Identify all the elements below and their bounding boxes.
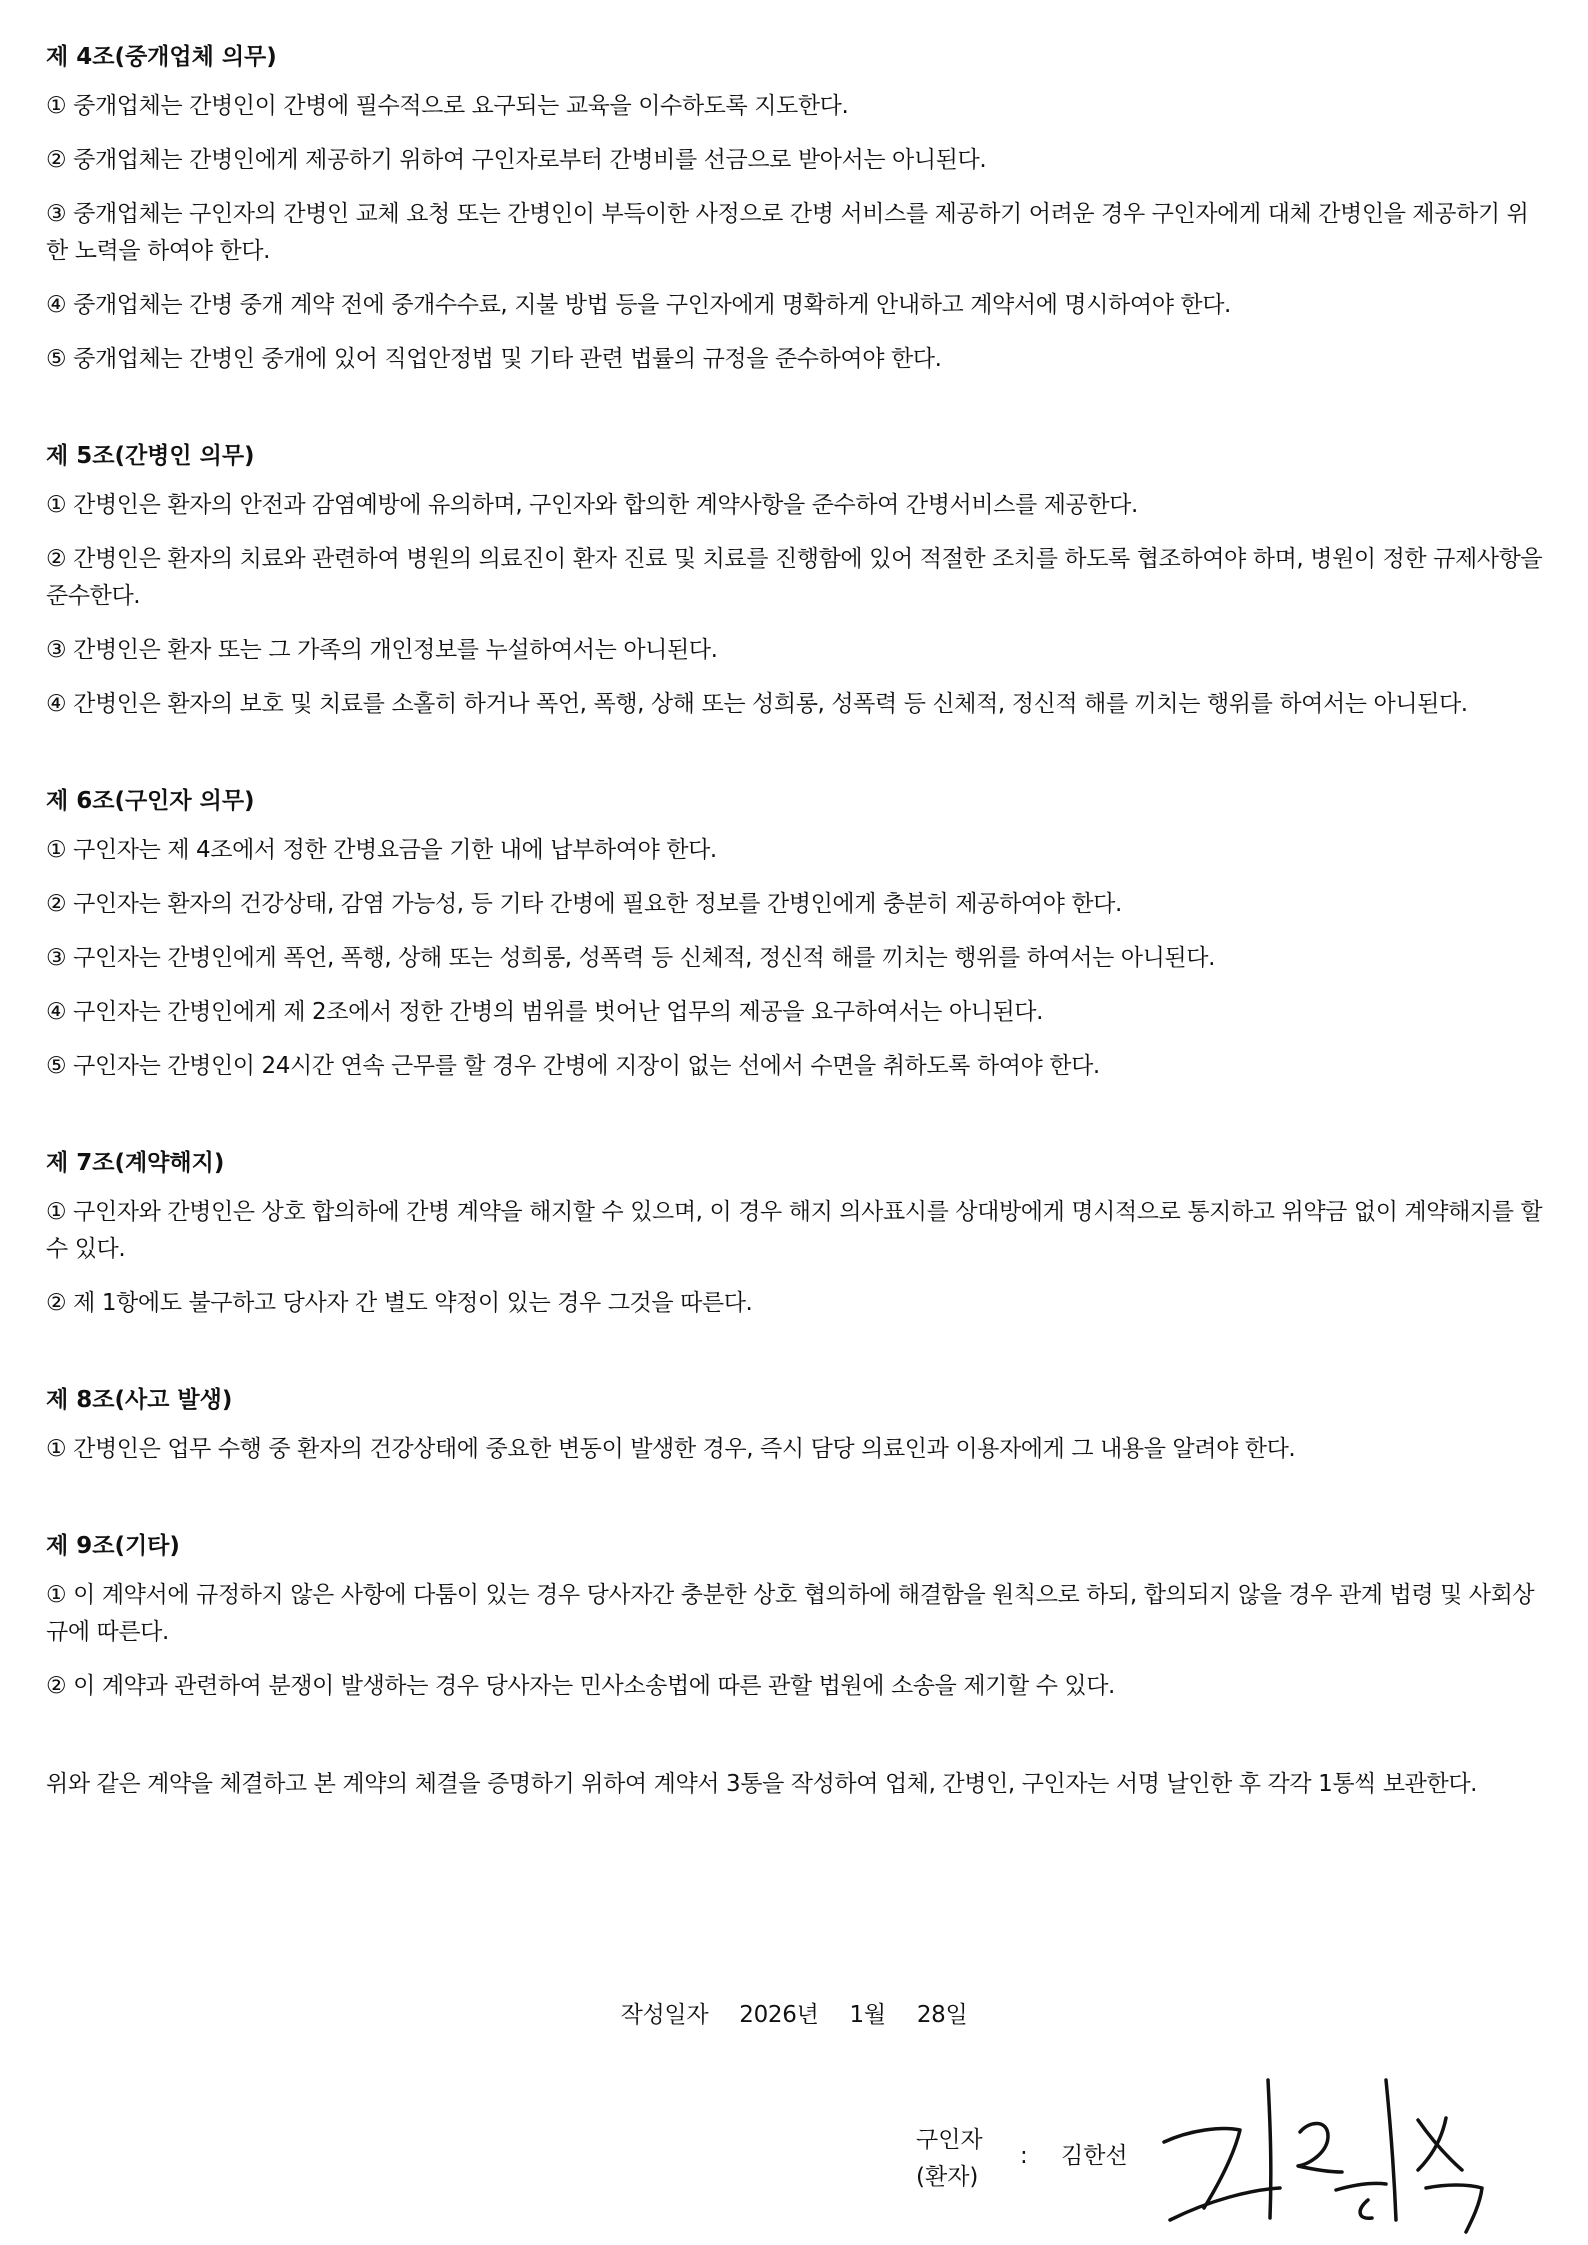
article-7 [46,1146,1546,1322]
article-title: 제 6조(구인자 의무) [46,788,255,814]
signature-stroke [1360,2200,1372,2218]
clause-6-3: ③ 구인자는 간병인에게 폭언, 폭행, 상해 또는 성희롱, 성폭력 등 신체적, 정신적 해를 끼치는 행위를 하여서는 아니된다. [46,945,1215,971]
signature-stroke [1336,2183,1386,2190]
clause-6-2: ② 구인자는 환자의 건강상태, 감염 가능성, 등 기타 간병에 필요한 정보를 간병인에게 충분히 제공하여야 한다. [46,891,1122,917]
contract-document [46,40,1546,1803]
clause-5-3: ③ 간병인은 환자 또는 그 가족의 개인정보를 누설하여서는 아니된다. [46,637,718,663]
signer-name: 김한선 [1061,2143,1128,2169]
clause-4-1: ① 중개업체는 간병인이 간병에 필수적으로 요구되는 교육을 이수하도록 지도한다. [46,93,849,119]
clause-5-4: ④ 간병인은 환자의 보호 및 치료를 소홀히 하거나 폭언, 폭행, 상해 또는 성희롱, 성폭력 등 신체적, 정신적 해를 끼치는 행위를 하여서는 아니된다. [46,691,1468,717]
article-6 [46,784,1546,1085]
signature-stroke [1268,2080,1271,2218]
signer-colon: : [1020,2143,1028,2169]
article-title: 제 9조(기타) [46,1533,180,1559]
clause-6-1: ① 구인자는 제 4조에서 정한 간병요금을 기한 내에 납부하여야 한다. [46,837,717,863]
article-title: 제 8조(사고 발생) [46,1387,233,1413]
clause-8-1: ① 간병인은 업무 수행 중 환자의 건강상태에 중요한 변동이 발생한 경우, 즉시 담당 의료인과 이용자에게 그 내용을 알려야 한다. [46,1436,1296,1462]
article-title: 제 5조(간병인 의무) [46,443,255,469]
clause-7-1: ① 구인자와 간병인은 상호 합의하에 간병 계약을 해지할 수 있으며, 이 경우 해지 의사표시를 상대방에게 명시적으로 통지하고 위약금 없이 계약해지를 할 수 있다. [46,1199,1543,1262]
article-8 [46,1383,1546,1468]
article-9 [46,1529,1546,1705]
date-label: 작성일자 [620,2002,709,2028]
article-5 [46,439,1546,723]
signer-role-line1: 구인자 [916,2127,983,2153]
date-year: 2026년 [739,2002,819,2028]
signature-stroke [1426,2185,1482,2232]
clause-4-4: ④ 중개업체는 간병 중개 계약 전에 중개수수료, 지불 방법 등을 구인자에게 명확하게 안내하고 계약서에 명시하여야 한다. [46,292,1231,318]
clause-5-2: ② 간병인은 환자의 치료와 관련하여 병원의 의료진이 환자 진료 및 치료를 진행함에 있어 적절한 조치를 하도록 협조하여야 하며, 병원이 정한 규제사항을 준수한다. [46,546,1543,609]
article-title: 제 7조(계약해지) [46,1150,225,1176]
date-line [0,1996,1588,2029]
signature-stroke [1386,2080,1396,2220]
clause-7-2: ② 제 1항에도 불구하고 당사자 간 별도 약정이 있는 경우 그것을 따른다. [46,1290,753,1316]
date-day: 28일 [916,2002,968,2028]
article-4 [46,40,1546,378]
signature-stroke [1298,2123,1342,2172]
clause-4-3: ③ 중개업체는 구인자의 간병인 교체 요청 또는 간병인이 부득이한 사정으로 간병 서비스를 제공하기 어려운 경우 구인자에게 대체 간병인을 제공하기 위한 노력을 하여야 한다. [46,201,1529,264]
article-title: 제 4조(중개업체 의무) [46,44,277,70]
clause-6-4: ④ 구인자는 간병인에게 제 2조에서 정한 간병의 범위를 벗어난 업무의 제공을 요구하여서는 아니된다. [46,999,1044,1025]
clause-9-2: ② 이 계약과 관련하여 분쟁이 발생하는 경우 당사자는 민사소송법에 따른 관할 법원에 소송을 제기할 수 있다. [46,1673,1115,1699]
date-month: 1월 [849,2002,886,2028]
signature-stroke [1170,2188,1280,2220]
signer-role-line2: (환자) [916,2164,979,2190]
clause-5-1: ① 간병인은 환자의 안전과 감염예방에 유의하며, 구인자와 합의한 계약사항을 준수하여 간병서비스를 제공한다. [46,492,1138,518]
clause-9-1: ① 이 계약서에 규정하지 않은 사항에 다툼이 있는 경우 당사자간 충분한 상호 협의하에 해결함을 원칙으로 하되, 합의되지 않을 경우 관계 법령 및 사회상규에 따른다. [46,1582,1535,1645]
clause-4-5: ⑤ 중개업체는 간병인 중개에 있어 직업안정법 및 기타 관련 법률의 규정을 준수하여야 한다. [46,346,942,372]
clause-4-2: ② 중개업체는 간병인에게 제공하기 위하여 구인자로부터 간병비를 선금으로 받아서는 아니된다. [46,147,987,173]
signer-role [916,2122,1026,2196]
closing-statement: 위와 같은 계약을 체결하고 본 계약의 체결을 증명하기 위하여 계약서 3통을 작성하여 업체, 간병인, 구인자는 서명 날인한 후 각각 1통씩 보관한다. [46,1771,1478,1797]
clause-6-5: ⑤ 구인자는 간병인이 24시간 연속 근무를 할 경우 간병에 지장이 없는 선에서 수면을 취하도록 하여야 한다. [46,1053,1100,1079]
handwritten-signature [1150,2060,1520,2240]
